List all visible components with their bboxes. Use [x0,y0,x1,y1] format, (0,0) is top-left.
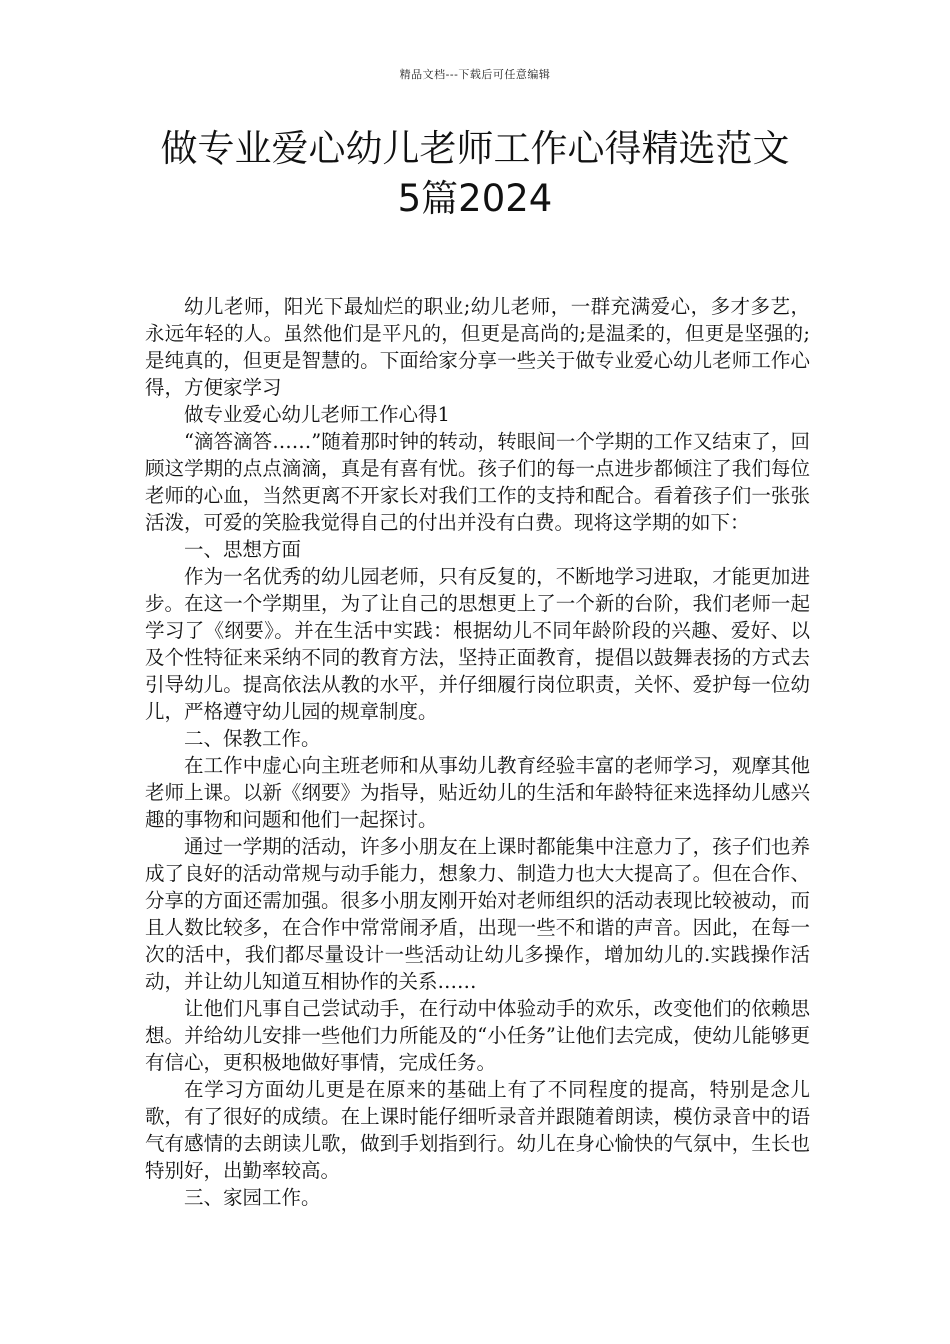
body-paragraph: “滴答滴答……”随着那时钟的转动，转眼间一个学期的工作又结束了，回顾这学期的点点滴滴，真是有喜有忧。孩子们的每一点进步都倾注了我们每位老师的心血，当然更离不开家长对我们工作的支持和配合。看着孩子们一张张活泼，可爱的笑脸我觉得自己的付出并没有白费。现将这学期的如下： [145,430,810,534]
section-heading: 做专业爱心幼儿老师工作心得1 [184,403,450,426]
header-note: 精品文档---下载后可任意编辑 [399,68,551,81]
body-paragraph: 让他们凡事自己尝试动手，在行动中体验动手的欢乐，改变他们的依赖思想。并给幼儿安排一些他们力所能及的“小任务”让他们去完成，使幼儿能够更有信心，更积极地做好事情，完成任务。 [145,997,810,1074]
section-heading: 二、保教工作。 [184,727,321,750]
title-line-2: 5篇2024 [397,177,553,220]
body-paragraph: 通过一学期的活动，许多小朋友在上课时都能集中注意力了，孩子们也养成了良好的活动常规与动手能力，想象力、制造力也大大提高了。但在合作、分享的方面还需加强。很多小朋友刚开始对老师组织的活动表现比较被动，而且人数比较多，在合作中常常闹矛盾，出现一些不和谐的声音。因此，在每一次的活中，我们都尽量设计一些活动让幼儿多操作，增加幼儿的.实践操作活动，并让幼儿知道互相协作的关系…… [145,835,810,993]
section-heading: 一、思想方面 [184,538,302,561]
document-body [145,293,810,1211]
title-line-1: 做专业爱心幼儿老师工作心得精选范文 [160,127,790,170]
intro-paragraph: 幼儿老师，阳光下最灿烂的职业;幼儿老师，一群充满爱心，多才多艺，永远年轻的人。虽然他们是平凡的，但更是高尚的;是温柔的，但更是坚强的;是纯真的，但更是智慧的。下面给家分享一些关于做专业爱心幼儿老师工作心得，方便家学习 [145,295,810,399]
body-paragraph: 作为一名优秀的幼儿园老师，只有反复的，不断地学习进取，才能更加进步。在这一个学期里，为了让自己的思想更上了一个新的台阶，我们老师一起学习了《纲要》。并在生活中实践：根据幼儿不同年龄阶段的兴趣、爱好、以及个性特征来采纳不同的教育方法，坚持正面教育，提倡以鼓舞表扬的方式去引导幼儿。提高依法从教的水平，并仔细履行岗位职责，关怀、爱护每一位幼儿，严格遵守幼儿园的规章制度。 [145,565,810,723]
body-paragraph: 在工作中虚心向主班老师和从事幼儿教育经验丰富的老师学习，观摩其他老师上课。以新《纲要》为指导，贴近幼儿的生活和年龄特征来选择幼儿感兴趣的事物和问题和他们一起探讨。 [145,754,810,831]
section-heading: 三、家园工作。 [184,1186,321,1209]
document-title [120,124,830,224]
body-paragraph: 在学习方面幼儿更是在原来的基础上有了不同程度的提高，特别是念儿歌，有了很好的成绩。在上课时能仔细听录音并跟随着朗读，模仿录音中的语气有感情的去朗读儿歌，做到手划指到行。幼儿在身心愉快的气氛中，生长也特别好，出勤率较高。 [145,1078,810,1182]
